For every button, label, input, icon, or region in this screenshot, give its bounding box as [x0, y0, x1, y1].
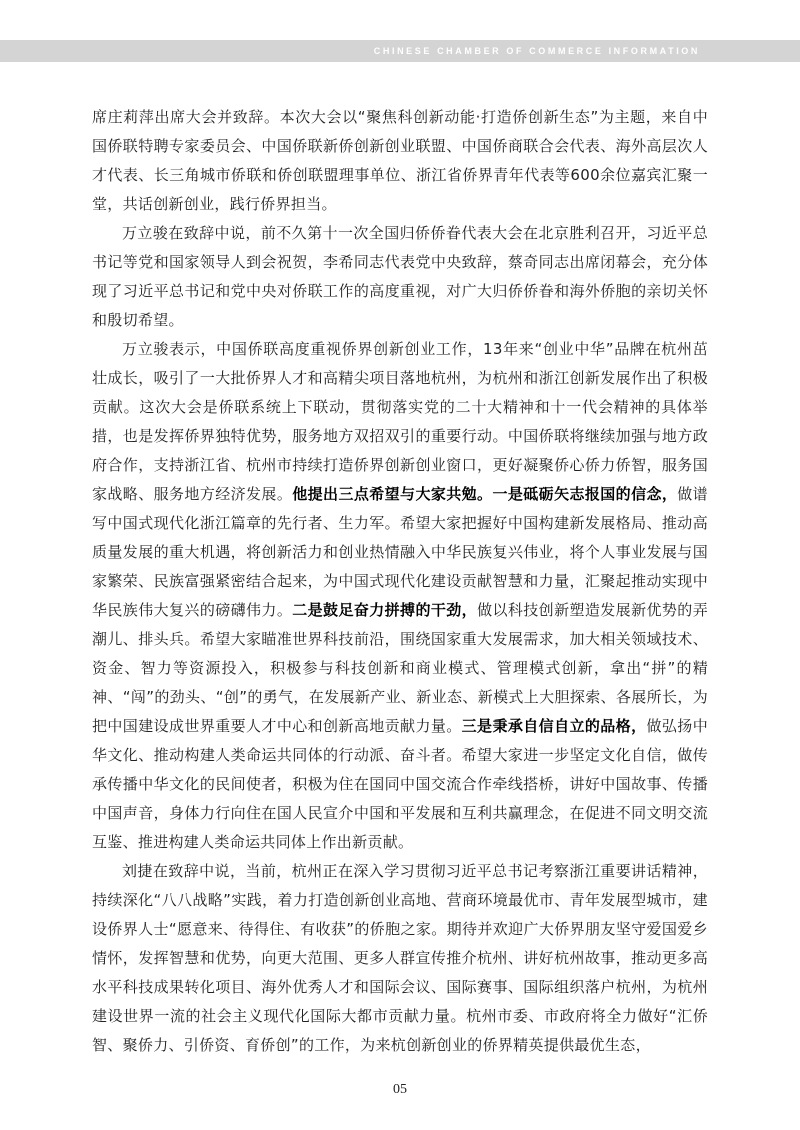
publication-title: CHINESE CHAMBER OF COMMERCE INFORMATION: [373, 46, 700, 56]
emphasis-text: 他提出三点希望与大家共勉。一是砥砺矢志报国的信念，: [292, 485, 678, 503]
paragraph: [92, 219, 708, 335]
body-text: 万立骏在致辞中说，前不久第十一次全国归侨侨眷代表大会在北京胜利召开，习近平总书记等党和国家领导人到会祝贺，李希同志代表党中央致辞，蔡奇同志出席闭幕会，充分体现了习近平总书记和党中央对侨联工作的高度重视，对广大归侨侨眷和海外侨胞的亲切关怀和殷切希望。: [92, 224, 708, 329]
page-number: 05: [393, 1082, 407, 1097]
paragraph: [92, 103, 708, 219]
body-text: 做弘扬中华文化、推动构建人类命运共同体的行动派、奋斗者。希望大家进一步坚定文化自信，做传承传播中华文化的民间使者，积极为住在国同中国交流合作牵线搭桥，讲好中国故事、传播中国声音，身体力行向住在国人民宣介中国和平发展和互利共赢理念，在促进不同文明交流互鉴、推进构建人类命运共同体上作出新贡献。: [92, 717, 708, 851]
body-text: 席庄莉萍出席大会并致辞。本次大会以“聚焦科创新动能·打造侨创新生态”为主题，来自中国侨联特聘专家委员会、中国侨联新侨创新创业联盟、中国侨商联合会代表、海外高层次人才代表、长三角城市侨联和侨创联盟理事单位、浙江省侨界青年代表等600余位嘉宾汇聚一堂，共话创新创业，践行侨界担当。: [92, 108, 708, 213]
emphasis-text: 二是鼓足奋力拼搏的干劲，: [292, 601, 478, 619]
emphasis-text: 三是秉承自信自立的品格，: [461, 717, 647, 735]
body-text: 刘捷在致辞中说，当前，杭州正在深入学习贯彻习近平总书记考察浙江重要讲话精神，持续深化“八八战略”实践，着力打造创新创业高地、营商环境最优市、青年发展型城市，建设侨界人士“愿意来、待得住、有收获”的侨胞之家。期待并欢迎广大侨界朋友坚守爱国爱乡情怀，发挥智慧和优势，向更大范围、更多人群宣传推介杭州、讲好杭州故事，推动更多高水平科技成果转化项目、海外优秀人才和国际会议、国际赛事、国际组织落户杭州，为杭州建设世界一流的社会主义现代化国际大都市贡献力量。杭州市委、市政府将全力做好“汇侨智、聚侨力、引侨资、育侨创”的工作，为来杭创新创业的侨界精英提供最优生态，: [92, 862, 708, 1054]
body-text: 万立骏表示，中国侨联高度重视侨界创新创业工作，13年来“创业中华”品牌在杭州茁壮成长，吸引了一大批侨界人才和高精尖项目落地杭州，为杭州和浙江创新发展作出了积极贡献。这次大会是侨联系统上下联动，贯彻落实党的二十大精神和十一代会精神的具体举措，也是发挥侨界独特优势，服务地方双招双引的重要行动。中国侨联将继续加强与地方政府合作，支持浙江省、杭州市持续打造侨界创新创业窗口，更好凝聚侨心侨力侨智，服务国家战略、服务地方经济发展。: [92, 340, 708, 503]
body-text: 做以科技创新塑造发展新优势的弄潮儿、排头兵。希望大家瞄准世界科技前沿，围绕国家重大发展需求，加大相关领域技术、资金、智力等资源投入，积极参与科技创新和商业模式、管理模式创新，拿出“拼”的精神、“闯”的劲头、“创”的勇气，在发展新产业、新业态、新模式上大胆探索、各展所长，为把中国建设成世界重要人才中心和创新高地贡献力量。: [92, 601, 708, 735]
paragraph: [92, 335, 708, 857]
article-body: [92, 103, 708, 1060]
body-text: 做谱写中国式现代化浙江篇章的先行者、生力军。希望大家把握好中国构建新发展格局、推动高质量发展的重大机遇，将创新活力和创业热情融入中华民族复兴伟业，将个人事业发展与国家繁荣、民族富强紧密结合起来，为中国式现代化建设贡献智慧和力量，汇聚起推动实现中华民族伟大复兴的磅礴伟力。: [92, 485, 708, 619]
paragraph: [92, 857, 708, 1060]
